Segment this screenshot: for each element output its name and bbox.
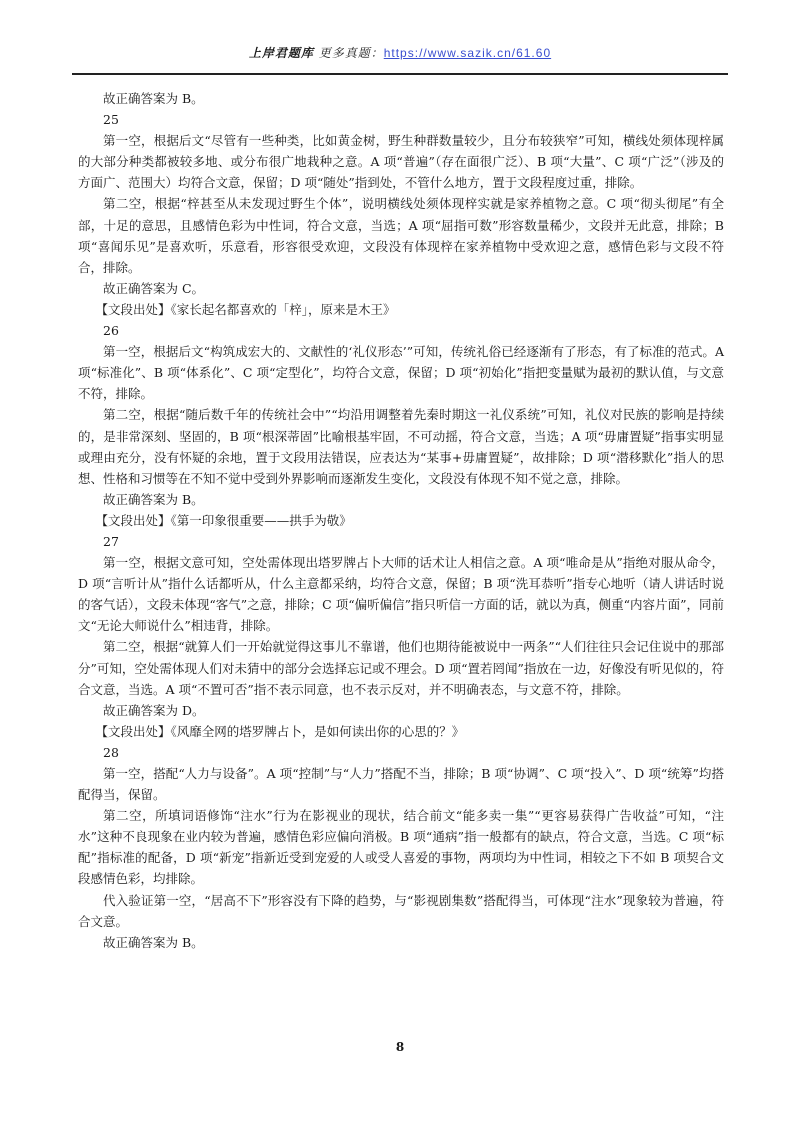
paragraph: 第一空，搭配“人力与设备”。A 项“控制”与“人力”搭配不当，排除；B 项“协调”、C 项“投入”、D 项“统筹”均搭配得当，保留。	[78, 766, 724, 803]
source-citation: 【文段出处】《第一印象很重要——拱手为敬》	[95, 512, 352, 528]
header-label: 更多真题：	[318, 46, 384, 60]
header-site-name: 上岸君题库	[248, 46, 314, 60]
paragraph: 第二空，根据“随后数千年的传统社会中”“均沿用调整着先秦时期这一礼仪系统”可知，礼仪对民族的影响是持续的，是非常深刻、坚固的，B 项“根深蒂固”比喻根基牢固，不可动摇，符合文意，当选；A 项“毋庸置疑”指事实明显或理由充分，没有怀疑的余地，置于文段用法错误，应表达为“某事+毋庸置疑”，故排除；D 项“潜移默化”指人的思想、性格和习惯等在不知不觉中受到外界影响而逐渐发生变化，文段没有体现不知不觉之意，排除。	[78, 407, 724, 486]
page-header	[72, 44, 728, 70]
question-number: 28	[103, 744, 119, 760]
paragraph: 第二空，根据“就算人们一开始就觉得这事儿不靠谱，他们也期待能被说中一两条”“人们往往只会记住说中的那部分”可知，空处需体现人们对未猜中的部分会选择忘记或不理会。D 项“置若罔闻”指放在一边，好像没有听见似的，符合文意，当选。A 项“不置可否”指不表示同意，也不表示反对，并不明确表态，与文意不符，排除。	[78, 639, 724, 697]
paragraph: 故正确答案为 C。	[103, 280, 205, 296]
question-number: 27	[103, 533, 119, 549]
page-content	[78, 88, 724, 953]
source-citation: 【文段出处】《风靡全网的塔罗牌占卜，是如何读出你的心思的？》	[95, 723, 465, 739]
paragraph: 第二空，根据“梓甚至从未发现过野生个体”，说明横线处须体现梓实就是家养植物之意。C 项“彻头彻尾”有全部，十足的意思，且感情色彩为中性词，符合文意，当选；A 项“屈指可数”形容数量稀少，文段并无此意，排除；B 项“喜闻乐见”是喜欢听，乐意看，形容很受欢迎，文段没有体现梓在家养植物中受欢迎之意，感情色彩与文段不符合，排除。	[78, 196, 724, 275]
paragraph: 代入验证第一空，“居高不下”形容没有下降的趋势，与“影视剧集数”搭配得当，可体现“注水”现象较为普遍，符合文意。	[78, 892, 724, 929]
paragraph: 故正确答案为 B。	[103, 91, 204, 106]
question-number: 25	[103, 112, 119, 128]
header-link[interactable]: https://www.sazik.cn/61.60	[383, 46, 552, 60]
paragraph: 故正确答案为 B。	[103, 934, 204, 950]
page-number: 8	[395, 1040, 405, 1054]
question-number: 26	[103, 323, 119, 339]
header-rule	[72, 73, 728, 75]
paragraph: 故正确答案为 B。	[103, 491, 204, 507]
paragraph: 第二空，所填词语修饰“注水”行为在影视业的现状，结合前文“能多卖一集”“更容易获得广告收益”可知，“注水”这种不良现象在业内较为普遍，感情色彩应偏向消极。B 项“通病”指一般都有的缺点，符合文意，当选。C 项“标配”指标准的配备，D 项“新宠”指新近受到宠爱的人或受人喜爱的事物，两项均为中性词，相较之下不如 B 项契合文段感情色彩，均排除。	[78, 808, 724, 887]
paragraph: 第一空，根据后文“构筑成宏大的、文献性的‘礼仪形态’”可知，传统礼俗已经逐渐有了形态，有了标准的范式。A 项“标准化”、B 项“体系化”、C 项“定型化”，均符合文意，保留；D 项“初始化”指把变量赋为最初的默认值，与文意不符，排除。	[78, 344, 724, 402]
paragraph: 第一空，根据后文“尽管有一些种类，比如黄金树，野生种群数量较少，且分布较狭窄”可知，横线处须体现梓属的大部分种类都被较多地、或分布很广地栽种之意。A 项“普遍”（存在面很广泛）、B 项“大量”、C 项“广泛”（涉及的方面广、范围大）均符合文意，保留；D 项“随处”指到处，不管什么地方，置于文段程度过重，排除。	[78, 133, 724, 191]
paragraph: 故正确答案为 D。	[103, 702, 205, 718]
source-citation: 【文段出处】《家长起名都喜欢的「梓」，原来是木王》	[95, 301, 396, 317]
paragraph: 第一空，根据文意可知，空处需体现出塔罗牌占卜大师的话术让人相信之意。A 项“唯命是从”指绝对服从命令，D 项“言听计从”指什么话都听从，什么主意都采纳，均符合文意，保留；B 项“洗耳恭听”指专心地听（请人讲话时说的客气话），文段未体现“客气”之意，排除；C 项“偏听偏信”指只听信一方面的话，就以为真，侧重“内容片面”，同前文“无论大师说什么”相违背，排除。	[78, 555, 724, 634]
